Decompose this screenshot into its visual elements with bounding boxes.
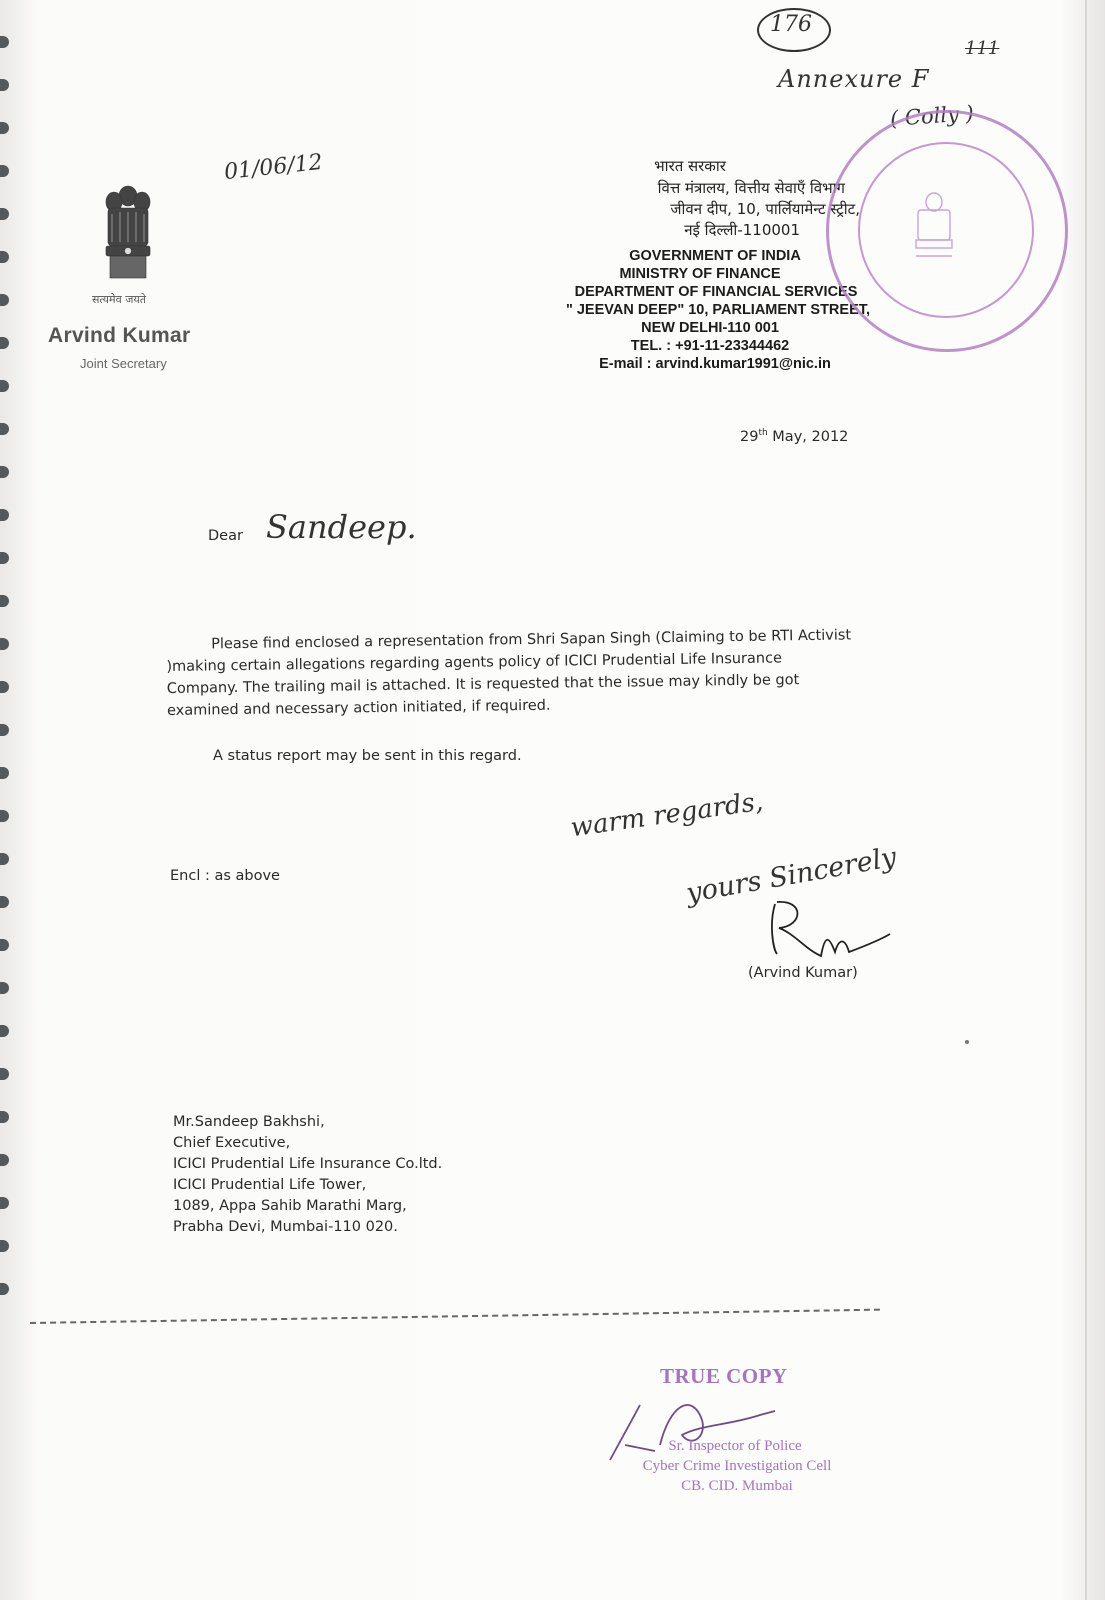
binding-hole [0, 939, 9, 951]
header-line-address: " JEEVAN DEEP" 10, PARLIAMENT STREET, [565, 302, 871, 318]
binding-hole [0, 724, 9, 736]
binding-hole [0, 208, 9, 220]
enclosure-note: Encl : as above [170, 868, 280, 884]
page-number: 176 [770, 12, 812, 37]
binding-hole [0, 767, 9, 779]
closing-yours-sincerely: yours Sincerely [683, 841, 899, 910]
header-line-city: NEW DELHI-110 001 [641, 320, 779, 336]
hindi-line-1: भारत सरकार [654, 157, 726, 175]
binding-hole [0, 896, 9, 908]
letter-body: Please find enclosed a representation from Shri Sapan Singh (Claiming to be RTI Activist )making certain allegations regarding agents policy of ICICI Prudential Life Insurance Company. The trailing mail is attached. It is requested that the issue may kindly be got examined and necessary action initiated, if required. [166, 627, 852, 719]
binding-hole [0, 1111, 9, 1123]
binding-hole [0, 509, 9, 521]
binding-hole [0, 79, 9, 91]
binding-hole [0, 638, 9, 650]
page-edge [1085, 0, 1087, 1600]
emblem-motto: सत्यमेव जयते [92, 293, 147, 306]
struck-page-number: 111 [965, 38, 1000, 59]
binding-hole [0, 552, 9, 564]
true-copy-stamp: TRUE COPY [660, 1364, 788, 1388]
binding-hole [0, 681, 9, 693]
hindi-line-4: नई दिल्ली-110001 [684, 221, 800, 239]
header-line-tel: TEL. : +91-11-23344462 [630, 338, 790, 354]
annexure-label: Annexure F [778, 65, 930, 93]
stamp-line-1: Sr. Inspector of Police [668, 1438, 802, 1454]
stamp-line-2: Cyber Crime Investigation Cell [642, 1458, 832, 1474]
signature-image [765, 894, 895, 969]
binding-hole [0, 36, 9, 48]
seal-emblem-icon [910, 190, 958, 268]
binding-hole [0, 595, 9, 607]
binding-hole [0, 165, 9, 177]
binding-hole [0, 1154, 9, 1166]
binding-hole [0, 423, 9, 435]
binding-hole [0, 122, 9, 134]
binding-hole [0, 1240, 9, 1252]
recipient-line: Prabha Devi, Mumbai-110 020. [173, 1219, 398, 1235]
binding-holes [0, 0, 14, 1600]
annexure-note: ( Colly ) [889, 101, 975, 131]
recipient-line: Mr.Sandeep Bakhshi, [173, 1114, 325, 1130]
binding-hole [0, 810, 9, 822]
salutation-name: Sandeep. [266, 508, 417, 546]
sender-title: Joint Secretary [80, 356, 167, 371]
national-emblem-icon [98, 178, 158, 290]
recipient-line: 1089, Appa Sahib Marathi Marg, [173, 1198, 407, 1214]
header-line-ministry: MINISTRY OF FINANCE [619, 266, 781, 282]
binding-hole [0, 1068, 9, 1080]
stamp-line-3: CB. CID. Mumbai [681, 1478, 793, 1494]
header-line-government: GOVERNMENT OF INDIA [629, 248, 801, 264]
binding-hole [0, 1197, 9, 1209]
sender-name: Arvind Kumar [48, 324, 191, 347]
signatory-name: (Arvind Kumar) [748, 965, 858, 981]
letter-date: 29th May, 2012 [740, 428, 849, 445]
received-date-note: 01/06/12 [222, 149, 324, 186]
cut-line-divider [30, 1309, 880, 1324]
header-line-email: E-mail : arvind.kumar1991@nic.in [599, 356, 831, 372]
recipient-line: ICICI Prudential Life Tower, [173, 1177, 367, 1193]
hindi-line-2: वित्त मंत्रालय, वित्तीय सेवाएँ विभाग [657, 179, 845, 197]
hindi-line-3: जीवन दीप, 10, पार्लियामेन्ट स्ट्रीट, [670, 200, 860, 218]
header-line-department: DEPARTMENT OF FINANCIAL SERVICES [574, 284, 858, 300]
binding-hole [0, 380, 9, 392]
binding-hole [0, 466, 9, 478]
binding-hole [0, 1283, 9, 1295]
binding-hole [0, 294, 9, 306]
status-line: A status report may be sent in this regard. [213, 748, 522, 764]
recipient-address [173, 1112, 442, 1238]
binding-hole [0, 1025, 9, 1037]
binding-hole [0, 251, 9, 263]
speck [965, 1040, 969, 1044]
binding-hole [0, 982, 9, 994]
closing-warm-regards: warm regards, [568, 786, 765, 844]
binding-hole [0, 853, 9, 865]
salutation: Dear [208, 528, 243, 544]
binding-hole [0, 337, 9, 349]
recipient-line: Chief Executive, [173, 1135, 291, 1151]
recipient-line: ICICI Prudential Life Insurance Co.ltd. [173, 1156, 443, 1172]
